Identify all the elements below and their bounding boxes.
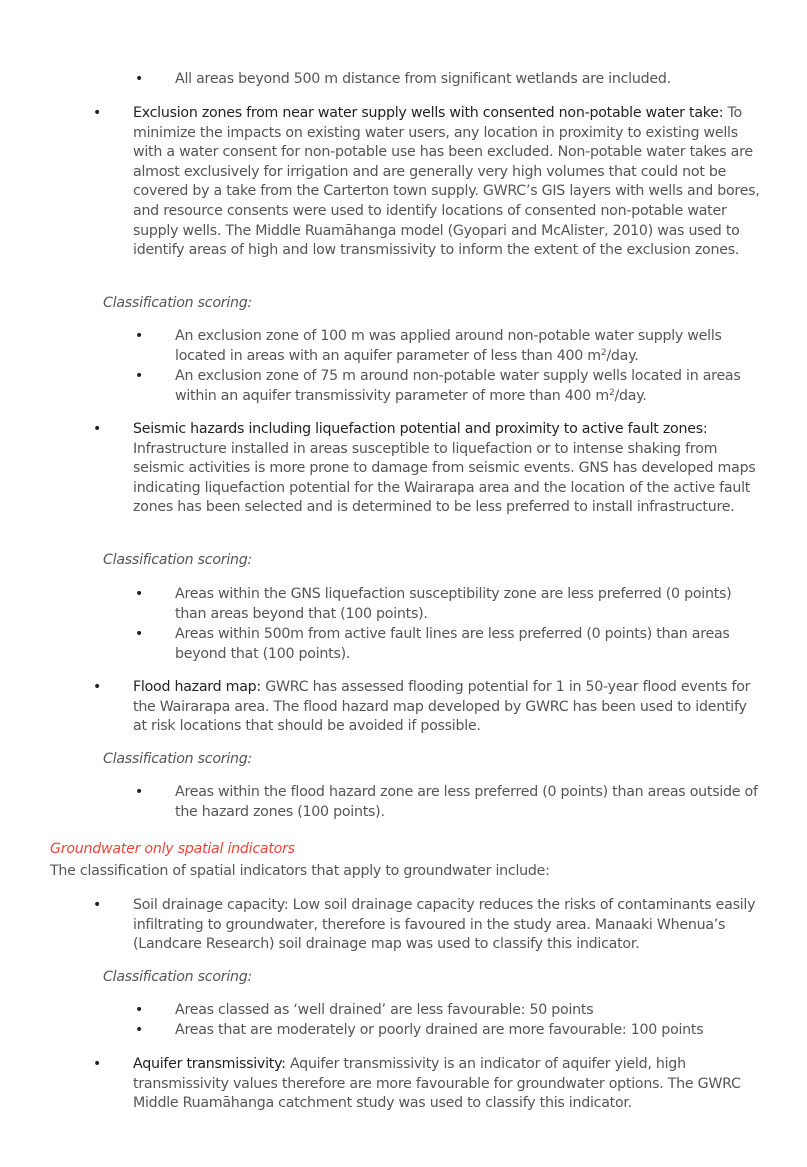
scoring-label-flood: Classification scoring: xyxy=(103,751,253,767)
flood-lead: Flood hazard map: xyxy=(133,679,261,695)
bullet-icon: • xyxy=(93,421,102,437)
list-item-flood xyxy=(93,678,763,737)
scoring-label-wells: Classification scoring: xyxy=(103,295,253,311)
seismic-score-2-text: Areas within 500m from active fault lines are less preferred (0 points) than areas beyond that (100 points). xyxy=(175,626,730,662)
bullet-icon: • xyxy=(135,1022,144,1038)
bullet-icon: • xyxy=(93,105,102,121)
bullet-icon: • xyxy=(135,328,144,344)
section-heading-groundwater: Groundwater only spatial indicators xyxy=(50,841,295,857)
bullet-icon: • xyxy=(135,368,144,384)
wells-score-1-text: An exclusion zone of 100 m was applied around non-potable water supply wells located in areas with an aquifer parameter of less than 400 m xyxy=(175,328,722,364)
bullet-icon: • xyxy=(135,1002,144,1018)
wells-score-2-text: An exclusion zone of 75 m around non-potable water supply wells located in areas within an aquifer transmissivity parameter of more than 400 m xyxy=(175,368,741,404)
bullet-icon: • xyxy=(93,1056,102,1072)
bullet-icon: • xyxy=(135,71,144,87)
groundwater-intro: The classification of spatial indicators that apply to groundwater include: xyxy=(50,863,550,879)
list-item-seismic-score-1 xyxy=(135,585,763,624)
wells-lead: Exclusion zones from near water supply wells with consented non-potable water take: xyxy=(133,105,724,121)
scoring-label-seismic: Classification scoring: xyxy=(103,552,253,568)
bullet-icon: • xyxy=(93,897,102,913)
list-item-soil-score-1 xyxy=(135,1001,763,1021)
list-item-seismic-score-2 xyxy=(135,625,763,664)
list-item-soil-score-2 xyxy=(135,1021,763,1041)
bullet-icon: • xyxy=(135,626,144,642)
list-item-aquifer xyxy=(93,1055,763,1114)
scoring-label-soil: Classification scoring: xyxy=(103,969,253,985)
bullet-icon: • xyxy=(93,679,102,695)
list-item-text: All areas beyond 500 m distance from significant wetlands are included. xyxy=(175,71,671,87)
wells-score-2-tail: /day. xyxy=(614,387,647,404)
list-item-flood-score-1 xyxy=(135,783,763,822)
seismic-score-1-text: Areas within the GNS liquefaction susceptibility zone are less preferred (0 points) than areas beyond that (100 points). xyxy=(175,586,732,622)
list-item-wells-score-2 xyxy=(135,367,763,406)
soil-score-1-text: Areas classed as ‘well drained’ are less favourable: 50 points xyxy=(175,1002,594,1018)
superscript: 2 xyxy=(608,387,615,398)
seismic-body: Infrastructure installed in areas susceptible to liquefaction or to intense shaking from seismic activities is more prone to damage from seismic events. GNS has developed maps indicating liquefaction potential for the Wairarapa area and the location of the active fault zones has been selected and is determined to be less preferred to install infrastructure. xyxy=(133,440,756,516)
aquifer-body: Aquifer transmissivity is an indicator of aquifer yield, high transmissivity values therefore are more favourable for groundwater options. The GWRC Middle Ruamāhanga catchment study was used to classify this indicator. xyxy=(133,1056,741,1112)
wells-score-1-tail: /day. xyxy=(606,347,639,364)
seismic-lead: Seismic hazards including liquefaction potential and proximity to active fault zones: xyxy=(133,421,708,437)
flood-body: GWRC has assessed flooding potential for 1 in 50-year flood events for the Wairarapa area. The flood hazard map developed by GWRC has been used to identify at risk locations that should be avoided if possible. xyxy=(133,679,751,735)
list-item-wells xyxy=(93,104,763,261)
list-item-seismic xyxy=(93,420,763,518)
bullet-icon: • xyxy=(135,586,144,602)
superscript: 2 xyxy=(600,347,607,358)
aquifer-lead: Aquifer transmissivity: xyxy=(133,1056,286,1072)
soil-text: Soil drainage capacity: Low soil drainage capacity reduces the risks of contaminants easily infiltrating to groundwater, therefore is favoured in the study area. Manaaki Whenua’s (Landcare Research) soil drainage map was used to classify this indicator. xyxy=(133,897,756,953)
list-item-wetlands xyxy=(135,70,763,90)
list-item-soil xyxy=(93,896,763,955)
soil-score-2-text: Areas that are moderately or poorly drained are more favourable: 100 points xyxy=(175,1022,704,1038)
bullet-icon: • xyxy=(135,784,144,800)
list-item-wells-score-1 xyxy=(135,327,763,366)
wells-body: To minimize the impacts on existing water users, any location in proximity to existing wells with a water consent for non-potable use has been excluded. Non-potable water takes are almost exclusively for irrigation and are generally very high volumes that could not be covered by a take from the Carterton town supply. GWRC’s GIS layers with wells and bores, and resource consents were used to identify locations of consented non-potable water supply wells. The Middle Ruamāhanga model (Gyopari and McAlister, 2010) was used to identify areas of high and low transmissivity to inform the extent of the exclusion zones. xyxy=(133,105,760,259)
flood-score-1-text: Areas within the flood hazard zone are less preferred (0 points) than areas outside of the hazard zones (100 points). xyxy=(175,784,758,820)
